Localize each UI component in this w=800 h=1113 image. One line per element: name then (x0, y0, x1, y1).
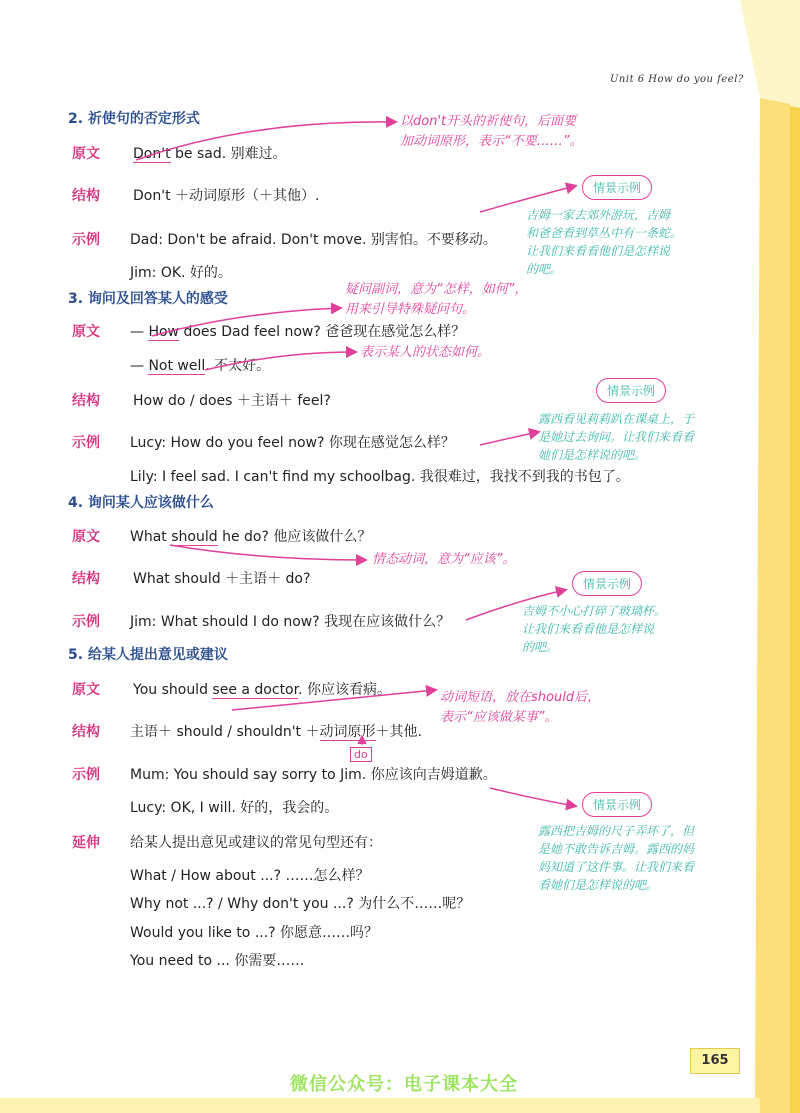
underlined-phrase: should (171, 529, 218, 545)
example-line: Jim: What should I do now? 我现在应该做什么？ (130, 614, 451, 630)
tag-structure: 结构 (72, 185, 100, 205)
underlined-phrase: 动词原形 (319, 724, 376, 740)
underlined-phrase: Not well (148, 358, 206, 374)
structure-pattern: 主语＋ should / shouldn't ＋动词原形＋其他. (130, 724, 422, 740)
annotation-note: 动词短语，放在should后， 表示“应该做某事”。 (440, 690, 601, 725)
tag-structure: 结构 (72, 390, 100, 410)
arrow (490, 788, 575, 806)
annotation-note: 情态动词，意为“应该”。 (372, 552, 516, 567)
scene-description: 吉姆不小心打碎了玻璃杯。 让我们来看看他是怎样说 的吧。 (522, 604, 667, 654)
page-header: Unit 6 How do you feel? (610, 74, 744, 85)
scene-description: 露西把吉姆的尺子弄坏了，但 是她不敢告诉吉姆。露西的妈 妈知道了这件事。让我们来看 看她们是怎样说的吧。 (538, 824, 695, 892)
scene-description: 吉姆一家去郊外游玩，吉姆 和爸爸看到草丛中有一条蛇。 让我们来看看他们是怎样说 的吧。 (526, 208, 683, 276)
arrow (170, 545, 365, 560)
tag-original: 原文 (72, 679, 100, 699)
extend-intro: 给某人提出意见或建议的常见句型还有： (130, 835, 382, 851)
correction-box: do (350, 747, 372, 762)
tag-original: 原文 (72, 321, 100, 341)
scene-description: 露西看见莉莉趴在课桌上，于 是她过去询问。让我们来看看 她们是怎样说的吧。 (538, 412, 695, 462)
section-title-3: 3. 询问及回答某人的感受 (68, 291, 228, 307)
tag-extend: 延伸 (72, 832, 100, 852)
underlined-phrase: see a doctor (212, 682, 299, 698)
scene-example-badge: 情景示例 (596, 378, 666, 403)
example-line: Lucy: OK, I will. 好的，我会的。 (130, 800, 339, 816)
example-line: Jim: OK. 好的。 (130, 265, 232, 281)
original-question: — How does Dad feel now? 爸爸现在感觉怎么样？ (130, 324, 466, 340)
tag-original: 原文 (72, 143, 100, 163)
example-line: Dad: Don't be afraid. Don't move. 别害怕。不要移动。 (130, 232, 497, 248)
structure-pattern: How do / does ＋主语＋ feel? (133, 393, 331, 409)
tag-example: 示例 (72, 229, 100, 249)
page-number: 165 (690, 1048, 740, 1074)
tag-example: 示例 (72, 764, 100, 784)
example-line: Lily: I feel sad. I can't find my schoolbag. 我很难过，我找不到我的书包了。 (130, 469, 630, 485)
footer-watermark: 微信公众号：电子课本大全 (290, 1074, 518, 1095)
extend-line: You need to ... 你需要…… (130, 953, 305, 969)
structure-pattern: What should ＋主语＋ do? (133, 571, 311, 587)
extend-line: Would you like to ...? 你愿意……吗？ (130, 925, 379, 941)
structure-pattern: Don't ＋动词原形（＋其他）. (133, 188, 320, 204)
section-title-2: 2. 祈使句的否定形式 (68, 111, 200, 127)
tag-example: 示例 (72, 611, 100, 631)
original-sentence: Don't be sad. 别难过。 (133, 146, 287, 162)
example-line: Mum: You should say sorry to Jim. 你应该向吉姆道歉。 (130, 767, 497, 783)
extend-line: What / How about ...? ……怎么样？ (130, 868, 370, 884)
example-line: Lucy: How do you feel now? 你现在感觉怎么样？ (130, 435, 455, 451)
original-answer: — Not well. 不太好。 (130, 358, 271, 374)
scene-example-badge: 情景示例 (582, 792, 652, 817)
original-sentence: You should see a doctor. 你应该看病。 (133, 682, 392, 698)
underlined-phrase: How (148, 324, 179, 340)
annotation-note: 疑问副词，意为“怎样，如何”， 用来引导特殊疑问句。 (345, 282, 528, 317)
section-title-5: 5. 给某人提出意见或建议 (68, 647, 228, 663)
annotation-note: 以don't开头的祈使句，后面要 加动词原形，表示“不要……”。 (400, 114, 583, 149)
scene-example-badge: 情景示例 (582, 175, 652, 200)
extend-line: Why not ...? / Why don't you ...? 为什么不……呢？ (130, 896, 471, 912)
original-sentence: What should he do? 他应该做什么？ (130, 529, 372, 545)
tag-structure: 结构 (72, 568, 100, 588)
scene-example-badge: 情景示例 (572, 571, 642, 596)
annotation-note: 表示某人的状态如何。 (360, 345, 491, 360)
tag-original: 原文 (72, 526, 100, 546)
underlined-phrase: Don't (133, 146, 171, 162)
arrow (480, 432, 538, 445)
section-title-4: 4. 询问某人应该做什么 (68, 495, 214, 511)
tag-structure: 结构 (72, 721, 100, 741)
tag-example: 示例 (72, 432, 100, 452)
